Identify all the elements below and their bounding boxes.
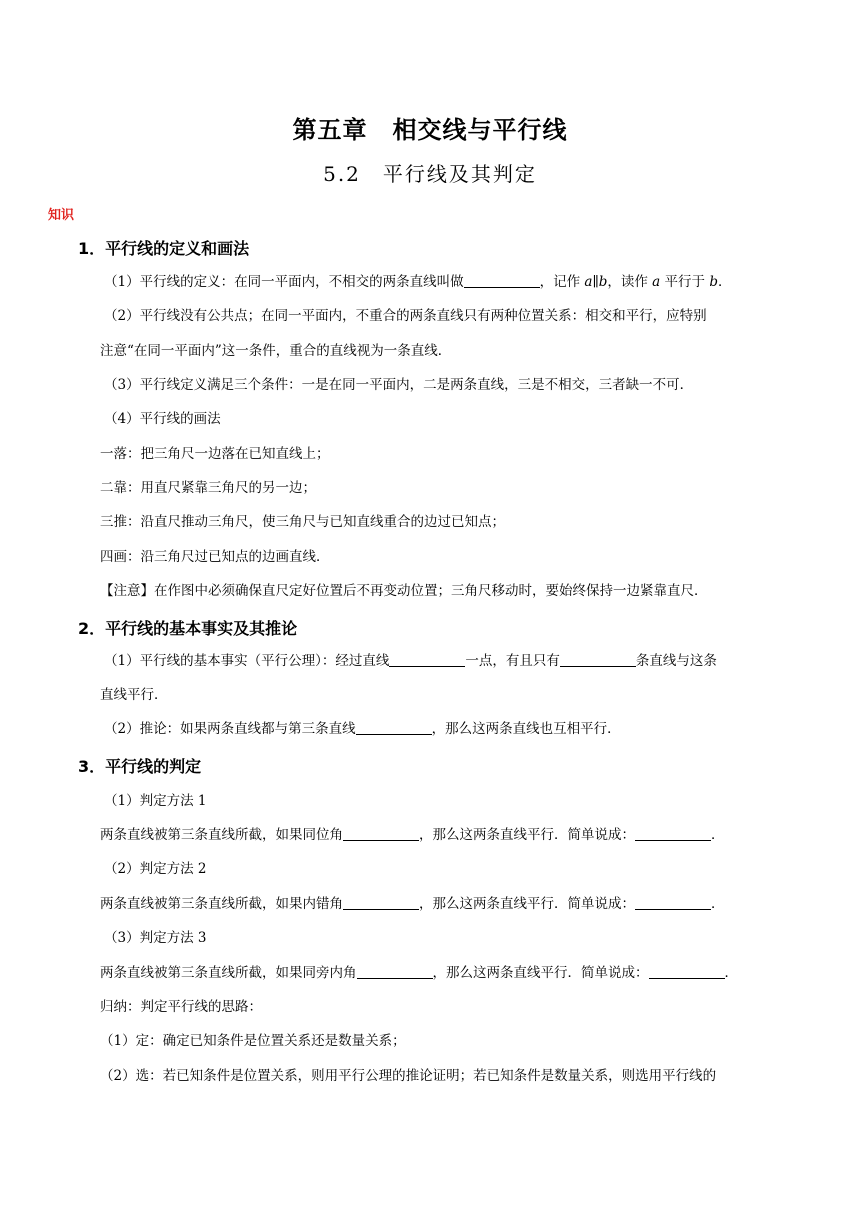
heading-basic-fact: 2．平行线的基本事实及其推论 [78,619,298,638]
paragraph-line: （3）平行线定义满足三个条件：一是在同一平面内，二是两条直线，三是不相交，三者缺一不可． [104,377,694,393]
corollary-text: （2）推论：如果两条直线都与第三条直线 [104,721,356,737]
method-text: ． [711,827,725,843]
answer-blank [635,826,711,841]
var-b: b [709,274,718,290]
corollary-paragraph [104,720,621,738]
answer-blank [356,720,432,735]
method-text: 两条直线被第三条直线所截，如果同位角 [100,827,343,843]
axiom-text: （1）平行线的基本事实（平行公理）：经过直线 [104,653,390,669]
method-text: ，那么这两条直线平行．简单说成： [432,965,649,981]
method-title: （3）判定方法 3 [104,930,207,946]
answer-blank [464,273,540,288]
section-title: 5.2 平行线及其判定 [323,162,537,186]
method-line [100,895,725,913]
paragraph-line: 直线平行． [100,687,168,703]
method-text: ，那么这两条直线平行．简单说成： [419,827,635,843]
paragraph-line: （2）平行线没有公共点；在同一平面内，不重合的两条直线只有两种位置关系：相交和平行，应特别 [104,308,707,324]
method-text: ，那么这两条直线平行．简单说成： [419,896,635,912]
knowledge-tag: 知识 [48,208,75,223]
heading-criteria: 3．平行线的判定 [78,757,202,776]
note-line: 【注意】在作图中必须确保直尺定好位置后不再变动位置；三角尺移动时，要始终保持一边紧靠直尺． [100,583,708,599]
var-b: b [598,274,608,290]
definition-paragraph [104,273,731,291]
method-text: 两条直线被第三条直线所截，如果同旁内角 [100,965,357,981]
paragraph-line: （4）平行线的画法 [104,411,221,427]
paragraph-line: 注意“在同一平面内”这一条件，重合的直线视为一条直线． [100,343,452,359]
definition-text: ，读作 [607,274,653,290]
axiom-text: 一点，有且只有 [465,653,560,669]
definition-text: 平行于 [660,274,710,290]
method-line [100,964,738,982]
summary-line: 归纳：判定平行线的思路： [100,999,262,1015]
method-title: （1）判定方法 1 [104,793,207,809]
var-a: a [584,274,593,290]
axiom-paragraph [104,652,717,670]
var-a: a [652,274,661,290]
drawing-step: 二靠：用直尺紧靠三角尺的另一边； [100,480,316,496]
parallel-symbol: ∥ [592,274,599,290]
answer-blank [343,826,419,841]
definition-text: ． [717,274,732,290]
answer-blank [635,895,711,910]
answer-blank [343,895,419,910]
drawing-step: 三推：沿直尺推动三角尺，使三角尺与已知直线重合的边过已知点； [100,514,505,530]
heading-definition-drawing: 1．平行线的定义和画法 [78,239,250,258]
method-line [100,826,725,844]
method-text: ． [724,965,738,981]
answer-blank [560,652,636,667]
method-title: （2）判定方法 2 [104,861,207,877]
chapter-title: 第五章 相交线与平行线 [292,116,568,144]
definition-text: ，记作 [539,274,585,290]
drawing-step: 一落：把三角尺一边落在已知直线上； [100,446,330,462]
axiom-text: 条直线与这条 [635,653,717,669]
drawing-step: 四画：沿三角尺过已知点的边画直线． [100,549,330,565]
corollary-text: ，那么这两条直线也互相平行． [431,721,621,737]
summary-item: （1）定：确定已知条件是位置关系还是数量关系； [100,1033,406,1049]
answer-blank [357,964,433,979]
definition-text: （1）平行线的定义：在同一平面内，不相交的两条直线叫做 [104,274,464,290]
method-text: ． [711,896,725,912]
summary-item: （2）选：若已知条件是位置关系，则用平行公理的推论证明；若已知条件是数量关系，则选用平行线的 [100,1068,717,1084]
answer-blank [389,652,465,667]
answer-blank [649,964,725,979]
method-text: 两条直线被第三条直线所截，如果内错角 [100,896,343,912]
